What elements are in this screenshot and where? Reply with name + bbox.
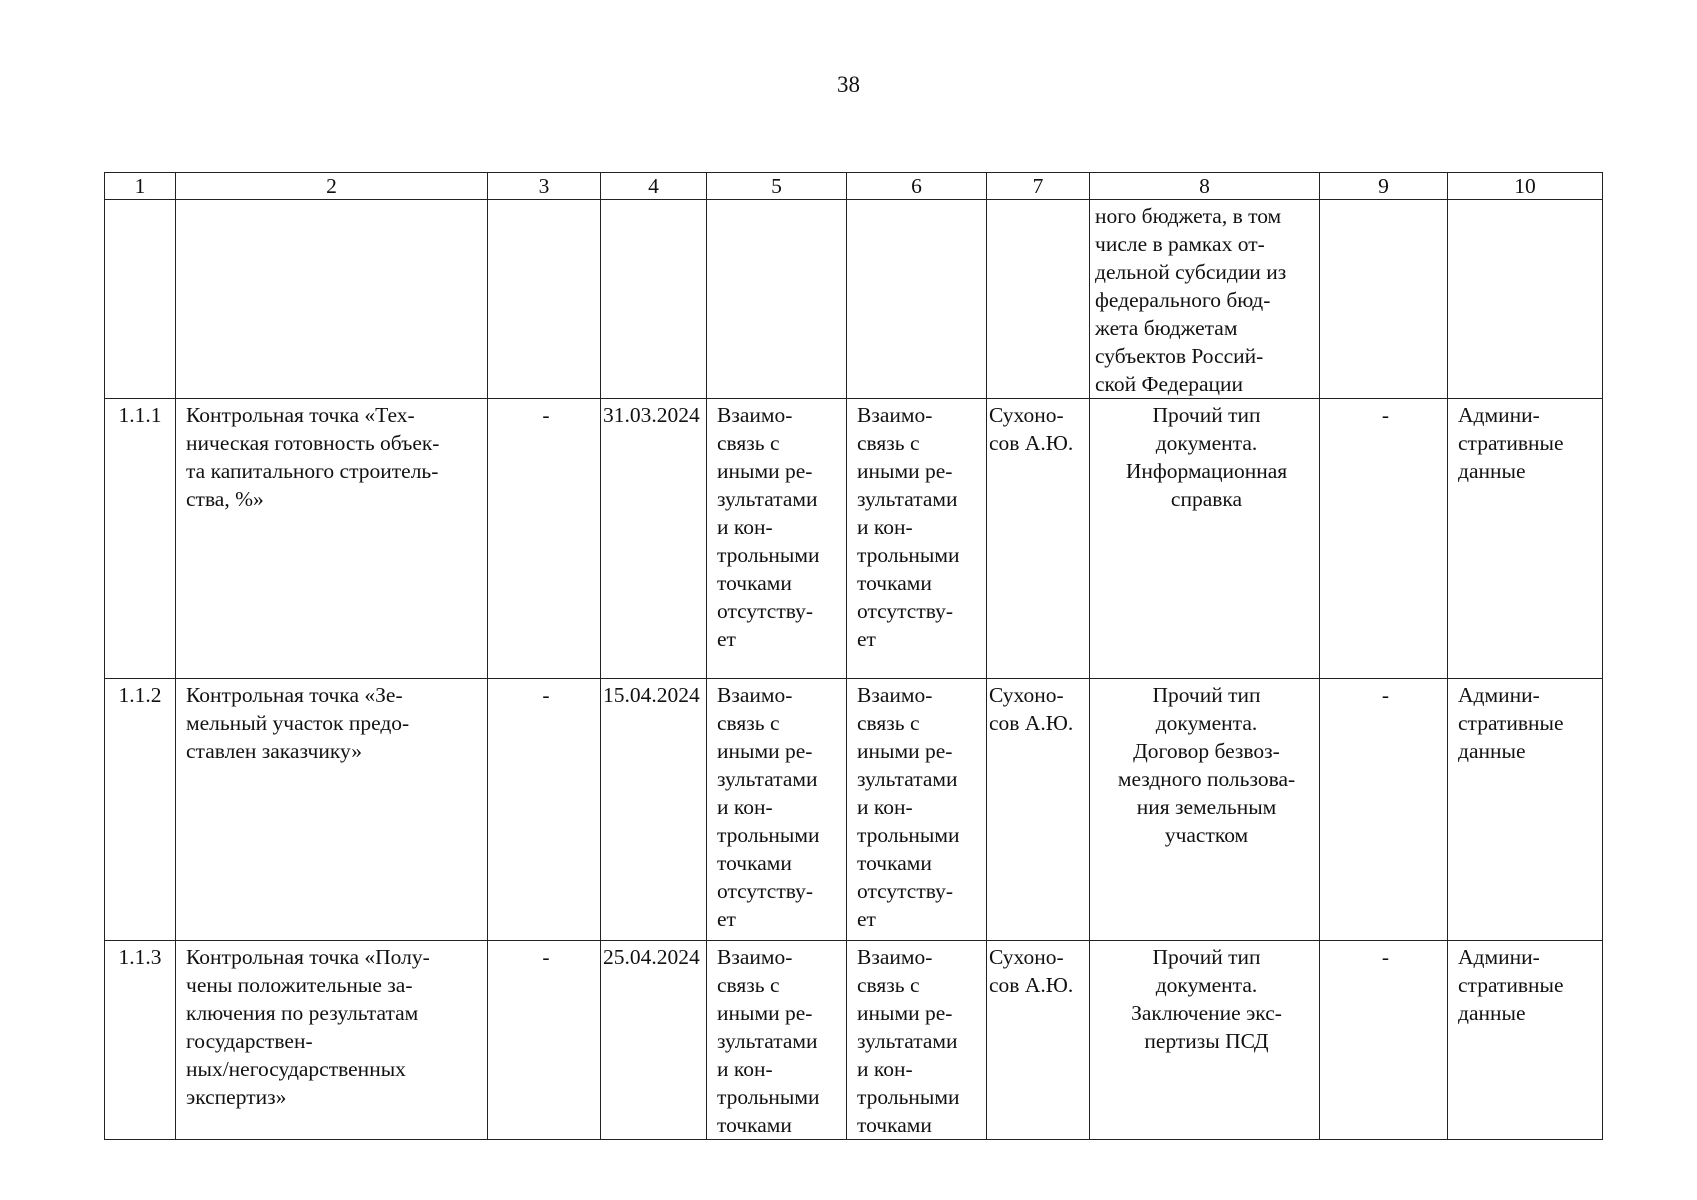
cell-data-source: Админи- стративные данные [1448,941,1603,1140]
cell-relation-points: Взаимо- связь с иными ре- зультатами и кон- трольными точками отсутству- ет [847,399,987,679]
table-row-continuation [105,200,1603,399]
cell-responsible: Сухоно- сов А.Ю. [987,399,1090,679]
column-header-3: 3 [488,173,601,200]
cell-relation-results: Взаимо- связь с иными ре- зультатами и кон- трольными точками [707,941,847,1140]
cell-relation-points [847,200,987,399]
cell-title: Контрольная точка «Зе- мельный участок предо- ставлен заказчику» [176,679,488,941]
cell-col3 [488,200,601,399]
document-table [104,172,1603,1140]
column-header-5: 5 [707,173,847,200]
column-header-2: 2 [176,173,488,200]
cell-number: 1.1.1 [105,399,176,679]
cell-data-source: Админи- стративные данные [1448,399,1603,679]
cell-number: 1.1.2 [105,679,176,941]
cell-relation-results: Взаимо- связь с иными ре- зультатами и кон- трольными точками отсутству- ет [707,399,847,679]
cell-relation-results [707,200,847,399]
cell-title: Контрольная точка «Тех- ническая готовность объек- та капитального строитель- ства, %» [176,399,488,679]
cell-date [601,200,707,399]
column-number-header-row [105,173,1603,200]
cell-document-type: Прочий тип документа. Заключение экс- пертизы ПСД [1090,941,1320,1140]
column-header-1: 1 [105,173,176,200]
table-row-1-1-1 [105,399,1603,679]
cell-number [105,200,176,399]
cell-document-type: ного бюджета, в том числе в рамках от- дельной субсидии из федерального бюд- жета бюджетам субъектов Россий- ской Федерации [1090,200,1320,399]
cell-document-type: Прочий тип документа. Договор безвоз- мездного пользова- ния земельным участком [1090,679,1320,941]
cell-number: 1.1.3 [105,941,176,1140]
cell-responsible: Сухоно- сов А.Ю. [987,679,1090,941]
column-header-10: 10 [1448,173,1603,200]
cell-col3: - [488,679,601,941]
table-row-1-1-3 [105,941,1603,1140]
column-header-6: 6 [847,173,987,200]
cell-relation-points: Взаимо- связь с иными ре- зультатами и кон- трольными точками [847,941,987,1140]
column-header-7: 7 [987,173,1090,200]
column-header-9: 9 [1320,173,1448,200]
column-header-4: 4 [601,173,707,200]
cell-col9: - [1320,941,1448,1140]
cell-col9: - [1320,399,1448,679]
page-number: 38 [837,72,860,97]
cell-title [176,200,488,399]
cell-date: 31.03.2024 [601,399,707,679]
cell-date: 15.04.2024 [601,679,707,941]
cell-responsible [987,200,1090,399]
cell-date: 25.04.2024 [601,941,707,1140]
cell-col9 [1320,200,1448,399]
table-row-1-1-2 [105,679,1603,941]
cell-title: Контрольная точка «Полу- чены положительные за- ключения по результатам государствен- ных/негосударственных экспертиз» [176,941,488,1140]
cell-col9: - [1320,679,1448,941]
cell-col3: - [488,399,601,679]
cell-document-type: Прочий тип документа. Информационная справка [1090,399,1320,679]
cell-relation-points: Взаимо- связь с иными ре- зультатами и кон- трольными точками отсутству- ет [847,679,987,941]
cell-col3: - [488,941,601,1140]
cell-responsible: Сухоно- сов А.Ю. [987,941,1090,1140]
cell-data-source: Админи- стративные данные [1448,679,1603,941]
column-header-8: 8 [1090,173,1320,200]
cell-data-source [1448,200,1603,399]
cell-relation-results: Взаимо- связь с иными ре- зультатами и кон- трольными точками отсутству- ет [707,679,847,941]
